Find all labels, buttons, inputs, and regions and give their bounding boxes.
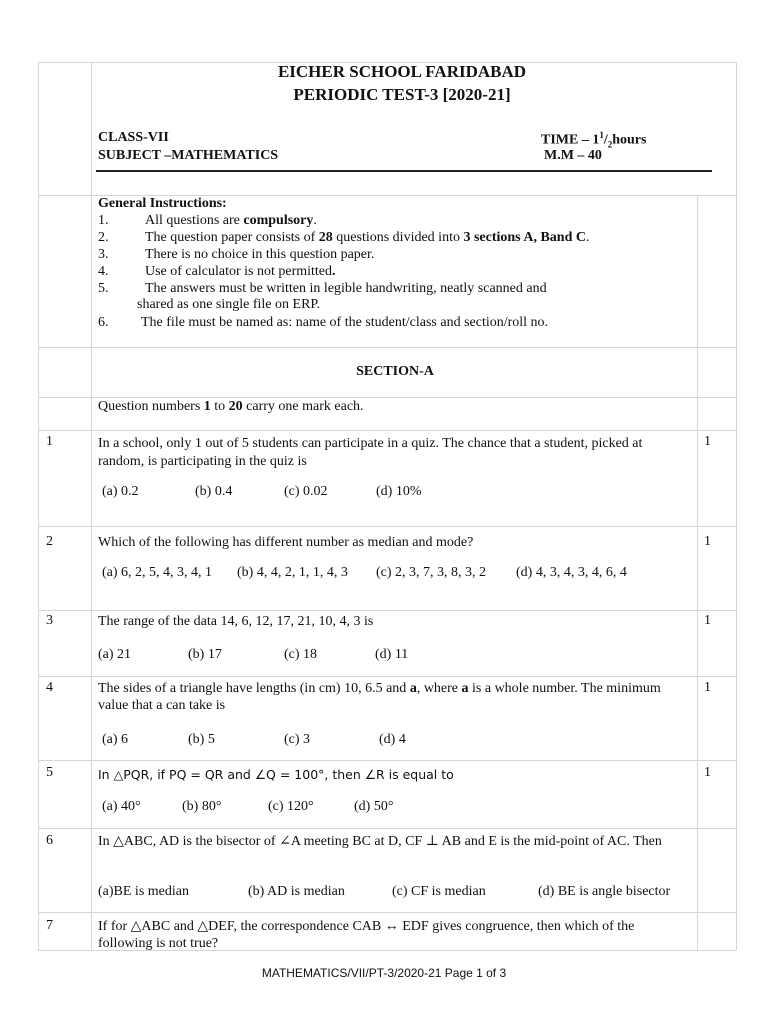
- question-text: In △ABC, AD is the bisector of ∠A meeting BC at D, CF ⊥ AB and E is the mid-point of AC. Then: [98, 834, 662, 849]
- question-text: The range of the data 14, 6, 12, 17, 21, 10, 4, 3 is: [98, 614, 374, 629]
- instruction-bold-part: 28: [318, 230, 333, 245]
- instructions-heading: General Instructions:: [98, 196, 227, 211]
- question-text: In a school, only 1 out of 5 students can participate in a quiz. The chance that a student, picked at random, is participating in the quiz is: [98, 436, 643, 469]
- question-text: In △PQR, if PQ = QR and ∠Q = 100°, then ∠R is equal to: [98, 767, 454, 782]
- question-text-part: , where: [416, 681, 462, 696]
- instruction-number: 3.: [98, 247, 109, 262]
- option: (c) 18: [284, 647, 318, 662]
- question-mark: 1: [704, 534, 711, 549]
- table-border-right: [736, 62, 737, 950]
- section-note: [98, 399, 364, 415]
- row-line: [38, 610, 736, 611]
- time-prefix: TIME – 1: [541, 132, 600, 148]
- subject-label: SUBJECT –MATHEMATICS: [98, 148, 279, 163]
- instruction-text-part: .: [313, 213, 317, 228]
- instruction-text: [145, 230, 590, 246]
- instruction-text: There is no choice in this question paper.: [145, 247, 375, 262]
- option: (b) 5: [188, 732, 215, 747]
- question-text-part: The sides of a triangle have lengths (in cm) 10, 6.5 and: [98, 681, 410, 696]
- section-note-part: carry one mark each.: [242, 399, 364, 414]
- option: (a) 6: [102, 732, 129, 747]
- row-line: [38, 526, 736, 527]
- question-text-part: is a whole number. The minimum value that a can take is: [98, 681, 661, 713]
- section-title: SECTION-A: [356, 364, 434, 379]
- header-rule: [96, 170, 712, 172]
- max-marks-label: M.M – 40: [544, 148, 602, 163]
- option: (b) 0.4: [195, 484, 233, 499]
- time-label: [541, 130, 646, 149]
- time-slash: /: [603, 132, 608, 148]
- option: (b) AD is median: [248, 884, 345, 899]
- question-number: 2: [46, 534, 53, 549]
- test-name: PERIODIC TEST-3 [2020-21]: [293, 85, 511, 104]
- instruction-bold-part: compulsory: [243, 213, 314, 228]
- question-number: 4: [46, 680, 53, 695]
- instruction-bold-part: .: [332, 264, 336, 279]
- option: (c) 3: [284, 732, 311, 747]
- row-line: [38, 347, 736, 348]
- row-line: [38, 828, 736, 829]
- question-text: [98, 680, 692, 714]
- option: (a)BE is median: [98, 884, 189, 899]
- question-text: If for △ABC and △DEF, the correspondence CAB ↔ EDF gives congruence, then which of the following is not true?: [98, 919, 635, 951]
- option: (a) 40°: [102, 799, 141, 814]
- question-mark: 1: [704, 613, 711, 628]
- question-text-bold: a: [461, 681, 469, 696]
- question-mark: 1: [704, 434, 711, 449]
- option: (d) 4, 3, 4, 3, 4, 6, 4: [516, 565, 627, 580]
- question-text-bold: a: [409, 681, 417, 696]
- option: (b) 4, 4, 2, 1, 1, 4, 3: [237, 565, 348, 580]
- question-number: 1: [46, 434, 53, 449]
- option: (d) 4: [379, 732, 406, 747]
- page-footer: MATHEMATICS/VII/PT-3/2020-21 Page 1 of 3: [261, 966, 507, 980]
- option: (c) 0.02: [284, 484, 328, 499]
- instruction-number: 6.: [98, 315, 109, 330]
- instruction-number: 4.: [98, 264, 109, 279]
- option: (a) 0.2: [102, 484, 139, 499]
- option: (d) 50°: [354, 799, 394, 814]
- option: (b) 17: [188, 647, 222, 662]
- option: (d) 10%: [376, 484, 422, 499]
- instruction-text-part: questions divided into: [332, 230, 464, 245]
- section-note-bold: 1: [203, 399, 211, 414]
- table-border-col2: [697, 195, 698, 950]
- question-number: 5: [46, 765, 53, 780]
- section-note-part: to: [210, 399, 229, 414]
- option: (c) 120°: [268, 799, 314, 814]
- option: (a) 21: [98, 647, 132, 662]
- section-note-bold: 20: [228, 399, 243, 414]
- instruction-number: 5.: [98, 281, 109, 296]
- class-label: CLASS-VII: [98, 130, 169, 145]
- time-sub: 2: [607, 139, 613, 150]
- option: (d) 11: [375, 647, 409, 662]
- instruction-text-part: Use of calculator is not permitted: [145, 264, 332, 279]
- option: (c) CF is median: [392, 884, 486, 899]
- question-mark: 1: [704, 765, 711, 780]
- school-name: EICHER SCHOOL FARIDABAD: [277, 62, 527, 81]
- row-line: [38, 430, 736, 431]
- instruction-text: The answers must be written in legible handwriting, neatly scanned and: [145, 281, 547, 296]
- instruction-text: [145, 264, 336, 280]
- option: (a) 6, 2, 5, 4, 3, 4, 1: [102, 565, 213, 580]
- question-number: 7: [46, 918, 53, 933]
- question-mark: 1: [704, 680, 711, 695]
- instruction-text: The file must be named as: name of the student/class and section/roll no.: [141, 315, 549, 330]
- option: (b) 80°: [182, 799, 222, 814]
- instruction-text-part: .: [586, 230, 590, 245]
- instruction-text-part: The question paper consists of: [145, 230, 319, 245]
- instruction-text-continued: shared as one single file on ERP.: [137, 297, 321, 312]
- instruction-number: 2.: [98, 230, 109, 245]
- row-line: [38, 397, 736, 398]
- instruction-number: 1.: [98, 213, 109, 228]
- instruction-bold-part: 3 sections A, Band C: [463, 230, 586, 245]
- option: (d) BE is angle bisector: [538, 884, 671, 899]
- row-line: [38, 676, 736, 677]
- time-sup: 1: [599, 130, 604, 140]
- question-number: 6: [46, 833, 53, 848]
- row-line: [38, 912, 736, 913]
- option: (c) 2, 3, 7, 3, 8, 3, 2: [376, 565, 487, 580]
- question-number: 3: [46, 613, 53, 628]
- instruction-text-part: All questions are: [145, 213, 244, 228]
- instruction-text: [145, 213, 317, 229]
- row-line: [38, 760, 736, 761]
- time-suffix: hours: [612, 132, 647, 148]
- section-note-part: Question numbers: [98, 399, 204, 414]
- question-text: Which of the following has different number as median and mode?: [98, 535, 474, 550]
